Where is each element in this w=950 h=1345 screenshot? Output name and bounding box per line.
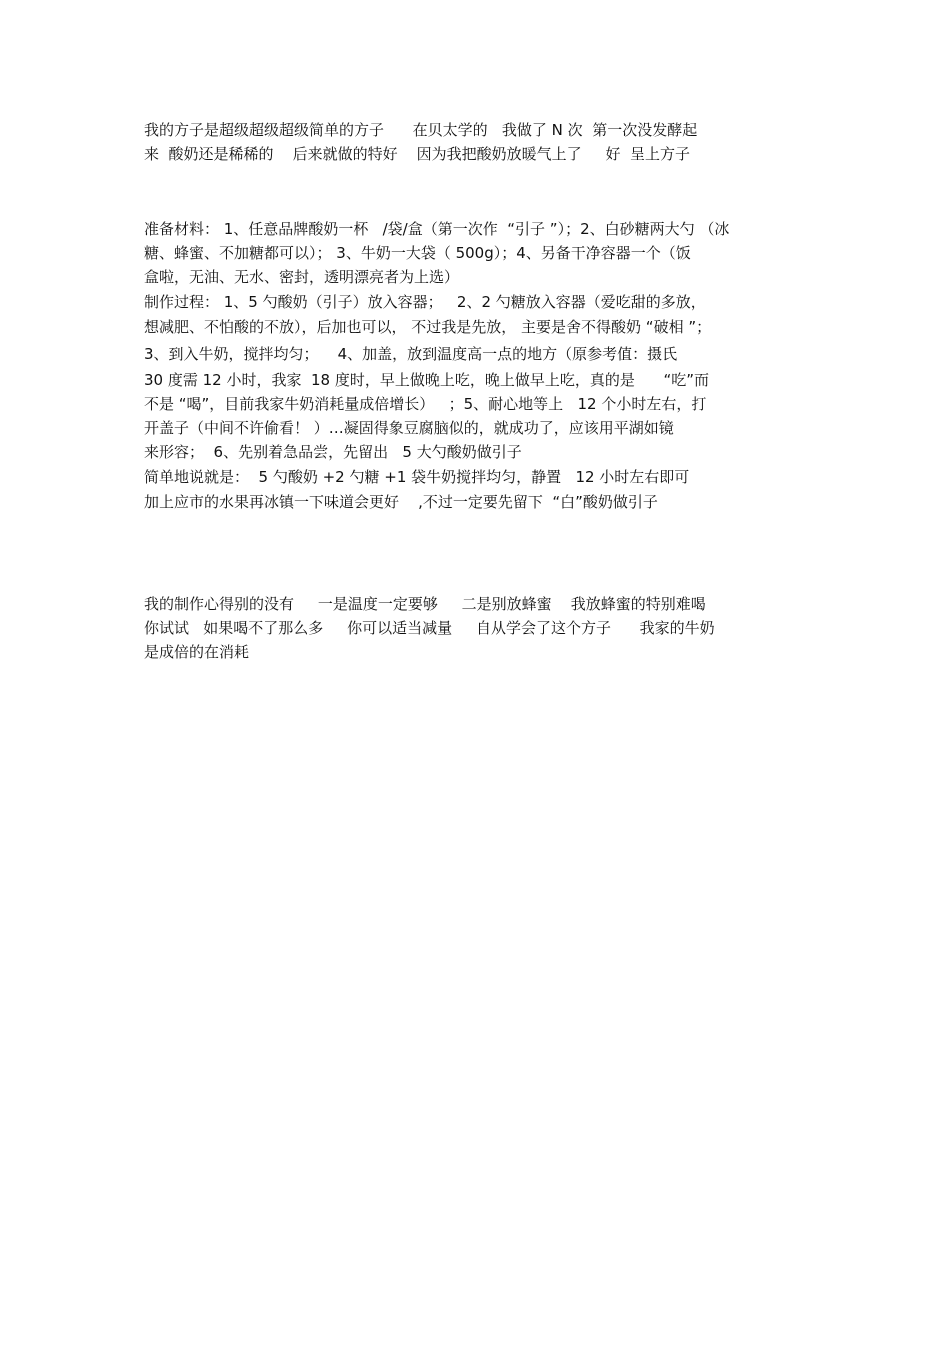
recipe-line-6: 3、到入牛奶，搅拌均匀； 4、加盖，放到温度高一点的地方（原参考值：摄氏 <box>144 345 678 363</box>
recipe-line-4: 制作过程： 1、5 勺酸奶（引子）放入容器； 2、2 勺糖放入容器（爱吃甜的多放， <box>144 293 706 311</box>
recipe-line-7: 30 度需 12 小时，我家 18 度时，早上做晚上吃，晚上做早上吃，真的是 “吃”而 <box>144 371 710 389</box>
recipe-line-9: 开盖子（中间不许偷看！ ）…凝固得象豆腐脑似的，就成功了，应该用平湖如镜 <box>144 419 674 437</box>
recipe-line-8: 不是 “喝”，目前我家牛奶消耗量成倍增长） ；5、耐心地等上 12 个小时左右，打 <box>144 395 707 413</box>
intro-line-2: 来 酸奶还是稀稀的 后来就做的特好 因为我把酸奶放暖气上了 好 呈上方子 <box>144 145 691 163</box>
recipe-line-3: 盒啦，无油、无水、密封，透明漂亮者为上选） <box>144 268 460 286</box>
recipe-line-2: 糖、蜂蜜、不加糖都可以）； 3、牛奶一大袋（ 500g）；4、另备干净容器一个（饭 <box>144 244 691 262</box>
tips-line-1: 我的制作心得别的没有 一是温度一定要够 二是别放蜂蜜 我放蜂蜜的特别难喝 <box>144 595 706 613</box>
recipe-line-11: 简单地说就是： 5 勺酸奶 +2 勺糖 +1 袋牛奶搅拌均匀，静置 12 小时左右即可 <box>144 468 690 486</box>
recipe-line-5: 想减肥、不怕酸的不放），后加也可以， 不过我是先放， 主要是舍不得酸奶 “破相 ”； <box>144 318 712 336</box>
recipe-line-1: 准备材料： 1、任意品牌酸奶一杯 /袋/盒（第一次作 “引子 ”）；2、白砂糖两大勺 （冰 <box>144 220 730 238</box>
tips-line-3: 是成倍的在消耗 <box>144 643 250 661</box>
tips-line-2: 你试试 如果喝不了那么多 你可以适当减量 自从学会了这个方子 我家的牛奶 <box>144 619 715 637</box>
recipe-line-12: 加上应市的水果再冰镇一下味道会更好 ,不过一定要先留下 “白”酸奶做引子 <box>144 493 658 511</box>
intro-line-1: 我的方子是超级超级超级简单的方子 在贝太学的 我做了 N 次 第一次没发酵起 <box>144 121 698 139</box>
recipe-line-10: 来形容； 6、先别着急品尝，先留出 5 大勺酸奶做引子 <box>144 443 522 461</box>
